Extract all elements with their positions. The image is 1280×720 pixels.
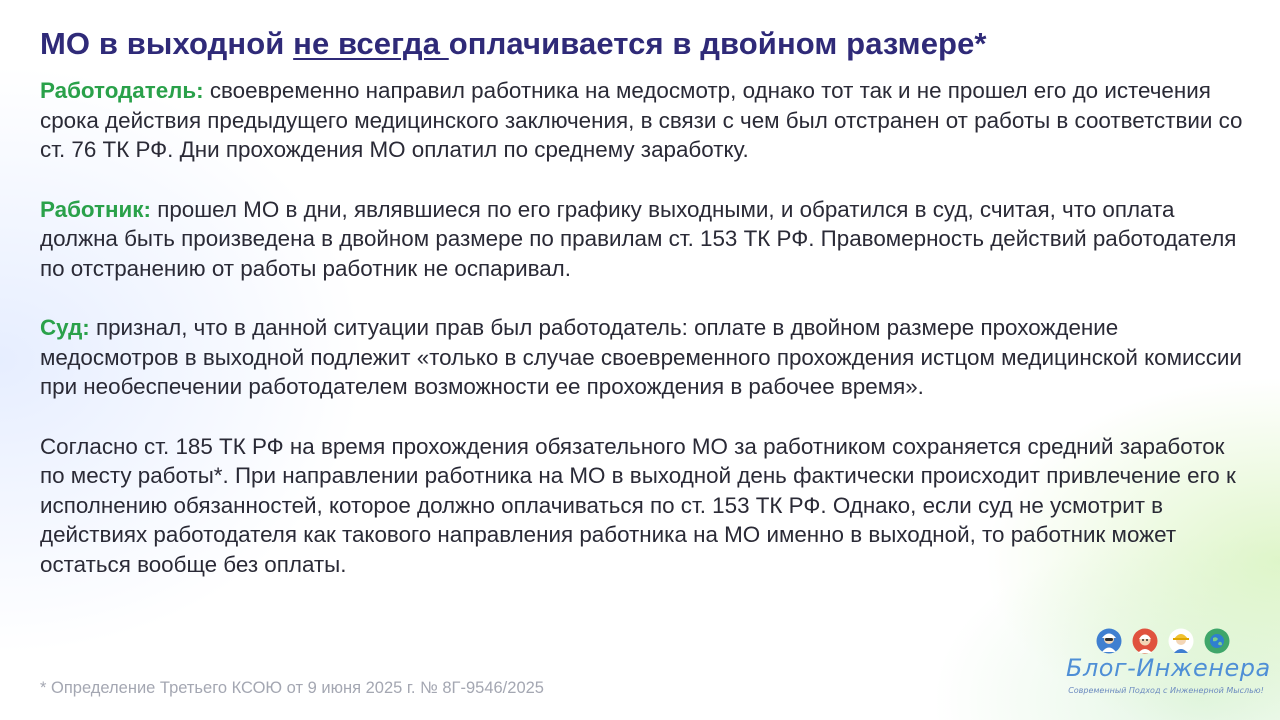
footnote: * Определение Третьего КСОЮ от 9 июня 2025 г. № 8Г-9546/2025 xyxy=(40,679,544,697)
engineer-blue-icon xyxy=(1096,628,1122,654)
paragraph-conclusion xyxy=(40,432,1250,580)
paragraph-label-employee: Работник: xyxy=(40,196,151,222)
logo-icons xyxy=(1094,628,1234,656)
paragraph-label-court: Суд: xyxy=(40,315,90,340)
title-part-1: МО в выходной xyxy=(40,26,294,61)
engineer-yellow-icon xyxy=(1168,628,1194,654)
paragraph-text-conclusion: Согласно ст. 185 ТК РФ на время прохождения обязательного МО за работником сохраняется средний заработок по месту работы*. При направлении работника на МО в выходной день фактически происходит привлечение его к исполнению обязанностей, которое должно оплачиваться по ст. 153 ТК РФ. Однако, если суд не усмотрит в действиях работодателя как такового направления работника на МО именно в выходной, то работник может остаться вообще без оплаты. xyxy=(40,433,1236,577)
paragraph-text-employer: своевременно направил работника на медосмотр, однако тот так и не прошел его до истечения срока действия предыдущего медицинского заключения, в связи с чем был отстранен от работы в соответствии со ст. 76 ТК РФ. Дни прохождения МО оплатил по среднему заработку. xyxy=(40,78,1243,162)
paragraph-text-court: признал, что в данной ситуации прав был работодатель: оплате в двойном размере прохождение медосмотров в выходной подлежит «только в случае своевременного прохождения истцом медицинской комиссии при необеспечении работодателем возможности ее прохождения в рабочее время». xyxy=(40,315,1242,399)
engineer-green-icon xyxy=(1204,628,1230,654)
blog-logo xyxy=(1062,624,1271,704)
body-text xyxy=(40,76,1250,609)
title-underlined: не всегда xyxy=(293,26,449,61)
paragraph-label-employer: Работодатель: xyxy=(40,78,204,103)
engineer-red-icon xyxy=(1132,628,1158,654)
logo-tagline: Современный Подход с Инженерной Мыслью! xyxy=(1068,686,1264,695)
paragraph-employee xyxy=(40,195,1250,284)
paragraph-text-employee: прошел МО в дни, являвшиеся по его графику выходными, и обратился в суд, считая, что оплата должна быть произведена в двойном размере по правилам ст. 153 ТК РФ. Правомерность действий работодателя по отстранению от работы работник не оспаривал. xyxy=(40,196,1237,281)
title-part-2: оплачивается в двойном размере* xyxy=(448,26,987,61)
logo-brand-name: Блог-Инженера xyxy=(1066,654,1271,682)
paragraph-court xyxy=(40,313,1250,402)
paragraph-employer xyxy=(40,76,1250,165)
page-title xyxy=(40,26,987,62)
